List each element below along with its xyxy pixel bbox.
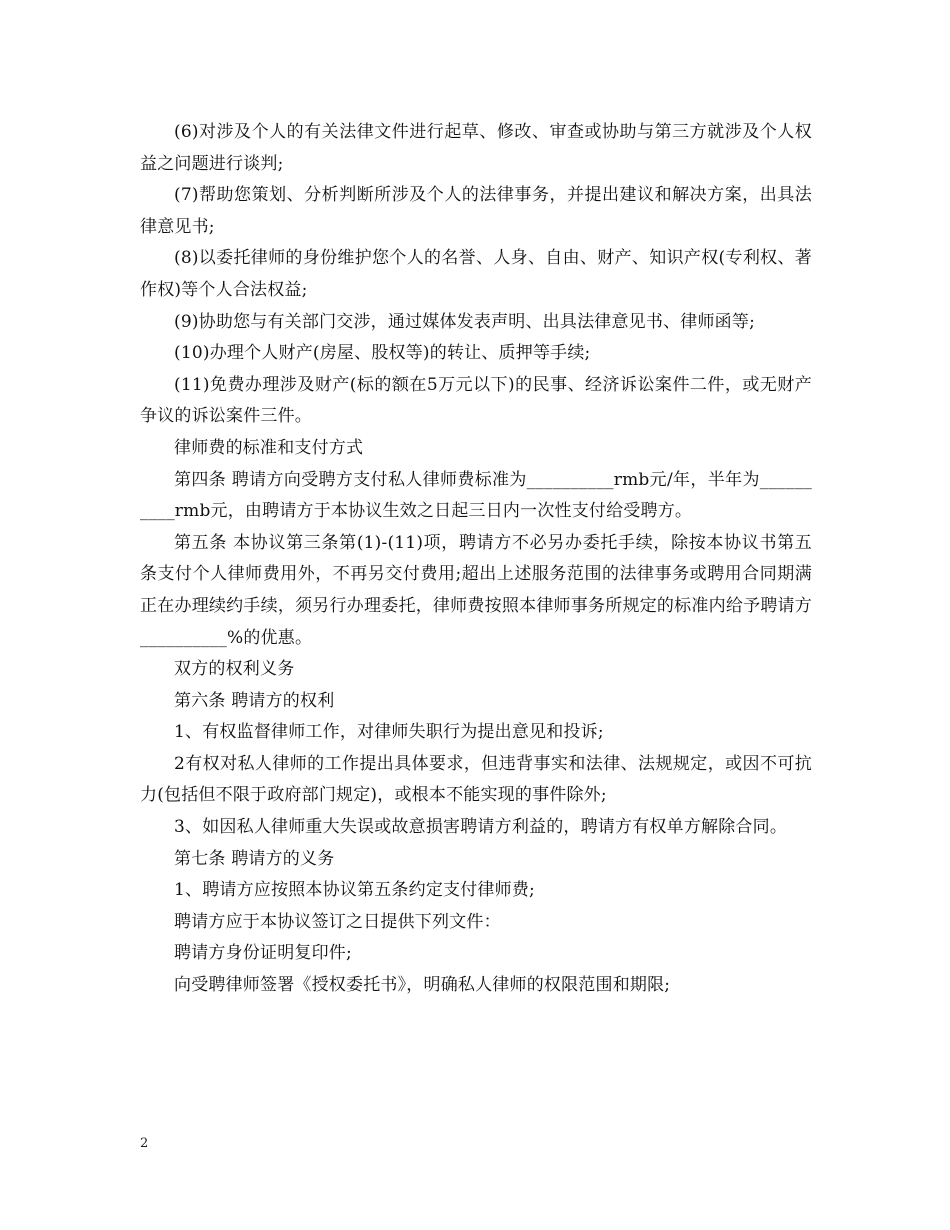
article-6-heading: 第六条 聘请方的权利 (174, 690, 335, 711)
paragraph-item-6: (6)对涉及个人的有关法律文件进行起草、修改、审查或协助与第三方就涉及个人权益之问题进行谈判; (140, 122, 812, 174)
article-6-item-3: 3、如因私人律师重大失误或故意损害聘请方利益的，聘请方有权单方解除合同。 (174, 817, 788, 838)
article-6-item-1: 1、有权监督律师工作，对律师失职行为提出意见和投诉; (174, 722, 604, 743)
article-6-item-2: 2有权对私人律师的工作提出具体要求，但违背事实和法律、法规规定，或因不可抗力(包括但不限于政府部门规定)，或根本不能实现的事件除外; (140, 753, 812, 806)
paragraph-item-8: (8)以委托律师的身份维护您个人的名誉、人身、自由、财产、知识产权(专利权、著作权)等个人合法权益; (140, 248, 812, 300)
section-heading-fees: 律师费的标准和支付方式 (174, 437, 364, 458)
document-body (140, 117, 812, 1002)
page-number: 2 (140, 1136, 149, 1151)
paragraph-item-7: (7)帮助您策划、分析判断所涉及个人的法律事务，并提出建议和解决方案，出具法律意见书; (140, 185, 812, 237)
article-7-document-id-copy: 聘请方身份证明复印件; (174, 943, 352, 964)
article-5: 第五条 本协议第三条第(1)-(11)项，聘请方不必另办委托手续，除按本协议书第五条支付个人律师费用外，不再另交付费用;超出上述服务范围的法律事务或聘用合同期满正在办理续约手续，须另行办理委托，律师费按照本律师事务所规定的标准内给予聘请方__________%的优惠。 (140, 532, 812, 648)
article-7-heading: 第七条 聘请方的义务 (174, 848, 335, 869)
article-7-documents-intro: 聘请方应于本协议签订之日提供下列文件： (174, 911, 501, 932)
article-7-item-1: 1、聘请方应按照本协议第五条约定支付律师费; (174, 880, 535, 901)
paragraph-item-11: (11)免费办理涉及财产(标的额在5万元以下)的民事、经济诉讼案件二件，或无财产争议的诉讼案件三件。 (140, 374, 812, 427)
article-4: 第四条 聘请方向受聘方支付私人律师费标准为__________rmb元/年，半年为__________rmb元，由聘请方于本协议生效之日起三日内一次性支付给受聘方。 (140, 469, 812, 522)
section-heading-rights-obligations: 双方的权利义务 (174, 659, 295, 680)
article-7-authorization: 向受聘律师签署《授权委托书》，明确私人律师的权限范围和期限; (174, 975, 671, 996)
paragraph-item-9: (9)协助您与有关部门交涉，通过媒体发表声明、出具法律意见书、律师函等; (174, 311, 756, 332)
paragraph-item-10: (10)办理个人财产(房屋、股权等)的转让、质押等手续; (174, 343, 591, 364)
